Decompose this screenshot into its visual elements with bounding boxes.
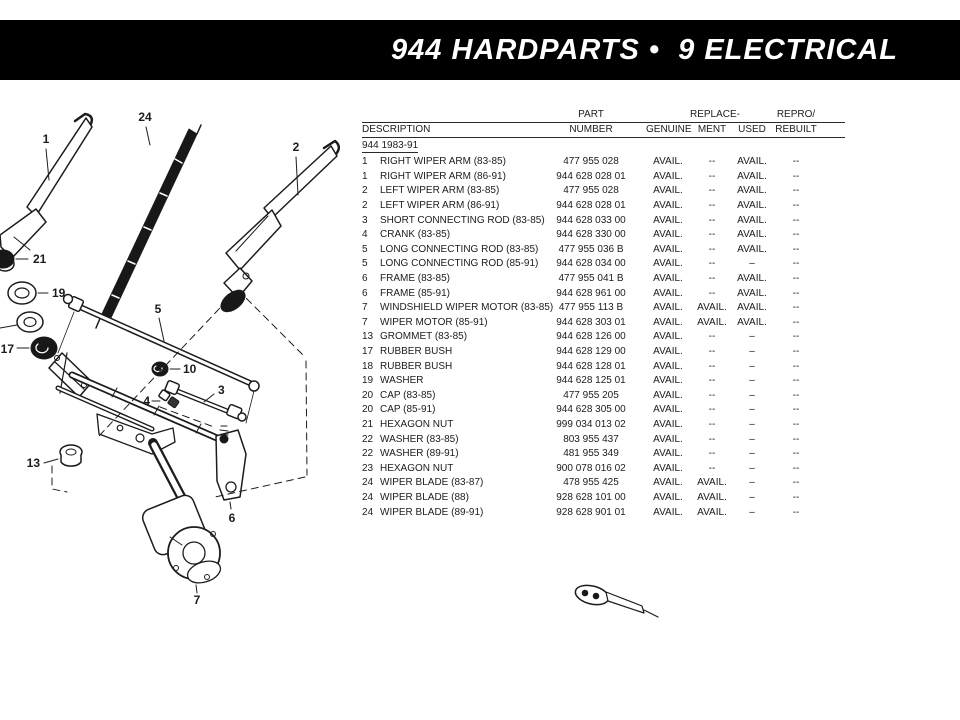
row-used-status: –	[749, 448, 755, 460]
table-row	[362, 432, 845, 447]
table-row	[362, 389, 845, 404]
col-header-repro: REPRO/	[776, 109, 816, 120]
row-used-status: AVAIL.	[737, 170, 767, 182]
row-description: FRAME (85-91)	[380, 287, 451, 299]
row-genuine-status: AVAIL.	[653, 506, 683, 518]
row-description: WASHER	[380, 375, 424, 387]
row-rebuilt-status: --	[792, 316, 800, 328]
row-description: CRANK (83-85)	[380, 229, 451, 241]
row-description: LEFT WIPER ARM (83-85)	[380, 185, 500, 197]
row-used-status: AVAIL.	[737, 229, 767, 241]
row-rebuilt-status: --	[792, 287, 800, 299]
table-row	[362, 461, 845, 476]
callout-7: 7	[193, 593, 201, 607]
row-description: GROMMET (83-85)	[380, 331, 468, 343]
frame-assembly-drawing	[49, 353, 246, 525]
row-used-status: –	[749, 360, 755, 372]
table-row	[362, 199, 845, 214]
row-part-number: 944 628 303 01	[556, 316, 626, 328]
row-ref-number: 24	[362, 506, 374, 518]
row-replacement-status: --	[708, 200, 716, 212]
row-part-number: 928 628 901 01	[556, 506, 626, 518]
row-genuine-status: AVAIL.	[653, 302, 683, 314]
row-part-number: 477 955 113 B	[558, 302, 624, 314]
row-part-number: 944 628 028 01	[556, 200, 626, 212]
table-row	[362, 418, 845, 433]
row-rebuilt-status: --	[792, 243, 800, 255]
row-description: WASHER (89-91)	[380, 448, 459, 460]
row-genuine-status: AVAIL.	[653, 214, 683, 226]
row-part-number: 944 628 129 00	[556, 346, 626, 358]
row-genuine-status: AVAIL.	[653, 360, 683, 372]
row-rebuilt-status: --	[792, 389, 800, 401]
row-used-status: –	[749, 404, 755, 416]
row-rebuilt-status: --	[792, 185, 800, 197]
row-rebuilt-status: --	[792, 214, 800, 226]
table-header-row-2	[362, 123, 845, 138]
row-part-number: 944 628 330 00	[556, 229, 626, 241]
row-description: WIPER BLADE (88)	[380, 491, 469, 503]
row-ref-number: 7	[362, 302, 368, 314]
row-rebuilt-status: --	[792, 375, 800, 387]
row-part-number: 477 955 028	[563, 185, 619, 197]
row-genuine-status: AVAIL.	[653, 156, 683, 168]
table-row	[362, 316, 845, 331]
row-description: WINDSHIELD WIPER MOTOR (83-85)	[380, 302, 554, 314]
row-replacement-status: AVAIL.	[697, 491, 727, 503]
row-ref-number: 6	[362, 273, 368, 285]
callout-6: 6	[228, 511, 236, 525]
row-genuine-status: AVAIL.	[653, 243, 683, 255]
row-description: RIGHT WIPER ARM (86-91)	[380, 170, 506, 182]
row-part-number: 944 628 128 01	[556, 360, 626, 372]
row-genuine-status: AVAIL.	[653, 229, 683, 241]
row-replacement-status: --	[708, 433, 716, 445]
callout-10: 10	[183, 362, 197, 376]
callout-1: 1	[42, 132, 50, 146]
row-used-status: –	[749, 462, 755, 474]
row-part-number: 477 955 028	[563, 156, 619, 168]
row-rebuilt-status: --	[792, 346, 800, 358]
row-rebuilt-status: --	[792, 156, 800, 168]
row-rebuilt-status: --	[792, 404, 800, 416]
row-genuine-status: AVAIL.	[653, 316, 683, 328]
row-part-number: 477 955 036 B	[558, 243, 624, 255]
row-used-status: –	[749, 506, 755, 518]
row-replacement-status: --	[708, 185, 716, 197]
parts-table-body	[362, 155, 845, 520]
row-replacement-status: --	[708, 258, 716, 270]
row-used-status: –	[749, 491, 755, 503]
table-row	[362, 155, 845, 170]
row-used-status: AVAIL.	[737, 316, 767, 328]
row-genuine-status: AVAIL.	[653, 273, 683, 285]
row-part-number: 803 955 437	[563, 433, 619, 445]
row-rebuilt-status: --	[792, 200, 800, 212]
table-row	[362, 330, 845, 345]
row-part-number: 999 034 013 02	[556, 418, 626, 430]
row-used-status: AVAIL.	[737, 156, 767, 168]
row-used-status: –	[749, 346, 755, 358]
row-genuine-status: AVAIL.	[653, 346, 683, 358]
row-genuine-status: AVAIL.	[653, 462, 683, 474]
row-replacement-status: --	[708, 375, 716, 387]
row-part-number: 944 628 033 00	[556, 214, 626, 226]
row-replacement-status: --	[708, 156, 716, 168]
row-part-number: 478 955 425	[563, 477, 619, 489]
row-part-number: 928 628 101 00	[556, 491, 626, 503]
row-description: RUBBER BUSH	[380, 346, 453, 358]
table-row	[362, 374, 845, 389]
row-part-number: 900 078 016 02	[556, 462, 626, 474]
row-ref-number: 19	[362, 375, 374, 387]
row-description: CAP (85-91)	[380, 404, 436, 416]
table-row	[362, 301, 845, 316]
row-replacement-status: --	[708, 389, 716, 401]
table-row	[362, 447, 845, 462]
row-ref-number: 20	[362, 404, 374, 416]
row-used-status: –	[749, 418, 755, 430]
page-header-bar	[0, 20, 960, 80]
row-used-status: –	[749, 389, 755, 401]
row-used-status: AVAIL.	[737, 273, 767, 285]
row-rebuilt-status: --	[792, 360, 800, 372]
table-row	[362, 359, 845, 374]
row-rebuilt-status: --	[792, 433, 800, 445]
page-title: 944 HARDPARTS • 9 ELECTRICAL	[391, 33, 898, 66]
row-genuine-status: AVAIL.	[653, 170, 683, 182]
row-description: WIPER BLADE (89-91)	[380, 506, 484, 518]
callout-3: 3	[218, 383, 225, 397]
row-replacement-status: --	[708, 360, 716, 372]
row-ref-number: 13	[362, 331, 374, 343]
row-genuine-status: AVAIL.	[653, 448, 683, 460]
row-replacement-status: --	[708, 287, 716, 299]
col-header-part: PART	[578, 109, 604, 120]
row-genuine-status: AVAIL.	[653, 200, 683, 212]
row-used-status: AVAIL.	[737, 214, 767, 226]
row-description: WIPER BLADE (83-87)	[380, 477, 484, 489]
row-genuine-status: AVAIL.	[653, 258, 683, 270]
row-ref-number: 1	[362, 170, 368, 182]
row-part-number: 481 955 349	[563, 448, 619, 460]
row-part-number: 477 955 205	[563, 389, 619, 401]
row-replacement-status: --	[708, 404, 716, 416]
col-header-used: USED	[738, 124, 766, 135]
row-genuine-status: AVAIL.	[653, 331, 683, 343]
table-row	[362, 170, 845, 185]
row-part-number: 944 628 305 00	[556, 404, 626, 416]
row-rebuilt-status: --	[792, 491, 800, 503]
row-genuine-status: AVAIL.	[653, 491, 683, 503]
col-header-number: NUMBER	[569, 124, 613, 135]
row-ref-number: 21	[362, 418, 374, 430]
row-genuine-status: AVAIL.	[653, 404, 683, 416]
table-row	[362, 228, 845, 243]
row-description: SHORT CONNECTING ROD (83-85)	[380, 214, 545, 226]
row-ref-number: 22	[362, 433, 374, 445]
row-used-status: –	[749, 258, 755, 270]
callout-2: 2	[292, 140, 300, 154]
row-ref-number: 1	[362, 156, 368, 168]
row-replacement-status: --	[708, 448, 716, 460]
wiper-blade-drawing	[96, 125, 201, 328]
row-replacement-status: AVAIL.	[697, 506, 727, 518]
table-header-row-1	[362, 108, 845, 123]
row-part-number: 944 628 126 00	[556, 331, 626, 343]
row-rebuilt-status: --	[792, 258, 800, 270]
row-rebuilt-status: --	[792, 448, 800, 460]
table-row	[362, 505, 845, 520]
table-row	[362, 491, 845, 506]
row-ref-number: 20	[362, 389, 374, 401]
row-description: HEXAGON NUT	[380, 418, 454, 430]
section-label: 944 1983-91	[362, 139, 419, 151]
row-part-number: 944 628 961 00	[556, 287, 626, 299]
row-part-number: 944 628 028 01	[556, 170, 626, 182]
row-rebuilt-status: --	[792, 477, 800, 489]
row-used-status: AVAIL.	[737, 243, 767, 255]
row-description: RIGHT WIPER ARM (83-85)	[380, 156, 506, 168]
row-ref-number: 24	[362, 491, 374, 503]
row-replacement-status: --	[708, 462, 716, 474]
row-ref-number: 4	[362, 229, 368, 241]
row-part-number: 477 955 041 B	[558, 273, 624, 285]
row-replacement-status: --	[708, 243, 716, 255]
wiper-arm-2-drawing	[217, 141, 339, 316]
col-header-rebuilt: REBUILT	[775, 124, 817, 135]
row-replacement-status: --	[708, 214, 716, 226]
col-header-replace: REPLACE-	[690, 109, 741, 120]
callout-13: 13	[26, 456, 40, 470]
table-row	[362, 213, 845, 228]
row-genuine-status: AVAIL.	[653, 185, 683, 197]
row-used-status: –	[749, 477, 755, 489]
nut-10-drawing	[152, 362, 180, 376]
row-rebuilt-status: --	[792, 273, 800, 285]
row-replacement-status: AVAIL.	[697, 302, 727, 314]
row-used-status: AVAIL.	[737, 302, 767, 314]
parts-table	[362, 108, 845, 520]
row-replacement-status: --	[708, 418, 716, 430]
row-ref-number: 2	[362, 200, 368, 212]
row-description: WASHER (83-85)	[380, 433, 459, 445]
callout-4: 4	[143, 394, 150, 408]
row-genuine-status: AVAIL.	[653, 287, 683, 299]
row-description: LONG CONNECTING ROD (83-85)	[380, 243, 539, 255]
callout-19: 19	[52, 286, 66, 300]
row-replacement-status: AVAIL.	[697, 316, 727, 328]
grommet-13-drawing	[44, 445, 82, 466]
row-description: LEFT WIPER ARM (86-91)	[380, 200, 500, 212]
row-part-number: 944 628 034 00	[556, 258, 626, 270]
table-row	[362, 257, 845, 272]
row-ref-number: 22	[362, 448, 374, 460]
row-genuine-status: AVAIL.	[653, 389, 683, 401]
callout-17: 17	[0, 342, 14, 356]
row-used-status: AVAIL.	[737, 185, 767, 197]
wiper-motor-drawing	[140, 493, 223, 593]
row-used-status: AVAIL.	[737, 287, 767, 299]
row-description: HEXAGON NUT	[380, 462, 454, 474]
row-replacement-status: --	[708, 170, 716, 182]
row-ref-number: 24	[362, 477, 374, 489]
row-used-status: –	[749, 331, 755, 343]
callout-5: 5	[154, 302, 162, 316]
table-row	[362, 476, 845, 491]
row-ref-number: 7	[362, 316, 368, 328]
row-ref-number: 3	[362, 214, 368, 226]
table-row	[362, 243, 845, 258]
wiper-arm-end-drawing	[573, 582, 658, 617]
row-replacement-status: --	[708, 331, 716, 343]
row-replacement-status: --	[708, 273, 716, 285]
row-used-status: –	[749, 433, 755, 445]
row-ref-number: 2	[362, 185, 368, 197]
table-row	[362, 184, 845, 199]
row-rebuilt-status: --	[792, 229, 800, 241]
row-description: LONG CONNECTING ROD (85-91)	[380, 258, 539, 270]
callout-24: 24	[138, 110, 152, 124]
row-used-status: –	[749, 375, 755, 387]
row-ref-number: 18	[362, 360, 374, 372]
table-section-heading	[362, 138, 845, 155]
row-ref-number: 5	[362, 243, 368, 255]
table-row	[362, 272, 845, 287]
row-replacement-status: --	[708, 346, 716, 358]
row-replacement-status: --	[708, 229, 716, 241]
row-description: WIPER MOTOR (85-91)	[380, 316, 488, 328]
row-rebuilt-status: --	[792, 418, 800, 430]
row-genuine-status: AVAIL.	[653, 433, 683, 445]
row-genuine-status: AVAIL.	[653, 418, 683, 430]
row-rebuilt-status: --	[792, 302, 800, 314]
row-genuine-status: AVAIL.	[653, 477, 683, 489]
row-used-status: AVAIL.	[737, 200, 767, 212]
table-row	[362, 345, 845, 360]
row-description: FRAME (83-85)	[380, 273, 451, 285]
col-header-genuine: GENUINE	[646, 124, 692, 135]
table-row	[362, 403, 845, 418]
row-part-number: 944 628 125 01	[556, 375, 626, 387]
row-description: CAP (83-85)	[380, 389, 436, 401]
row-replacement-status: AVAIL.	[697, 477, 727, 489]
row-rebuilt-status: --	[792, 506, 800, 518]
table-row	[362, 286, 845, 301]
row-genuine-status: AVAIL.	[653, 375, 683, 387]
row-rebuilt-status: --	[792, 462, 800, 474]
row-ref-number: 5	[362, 258, 368, 270]
col-header-ment: MENT	[697, 124, 727, 135]
row-ref-number: 23	[362, 462, 374, 474]
col-header-description: DESCRIPTION	[362, 124, 431, 135]
row-ref-number: 17	[362, 346, 374, 358]
row-rebuilt-status: --	[792, 170, 800, 182]
row-description: RUBBER BUSH	[380, 360, 453, 372]
callout-21: 21	[33, 252, 47, 266]
row-rebuilt-status: --	[792, 331, 800, 343]
row-ref-number: 6	[362, 287, 368, 299]
